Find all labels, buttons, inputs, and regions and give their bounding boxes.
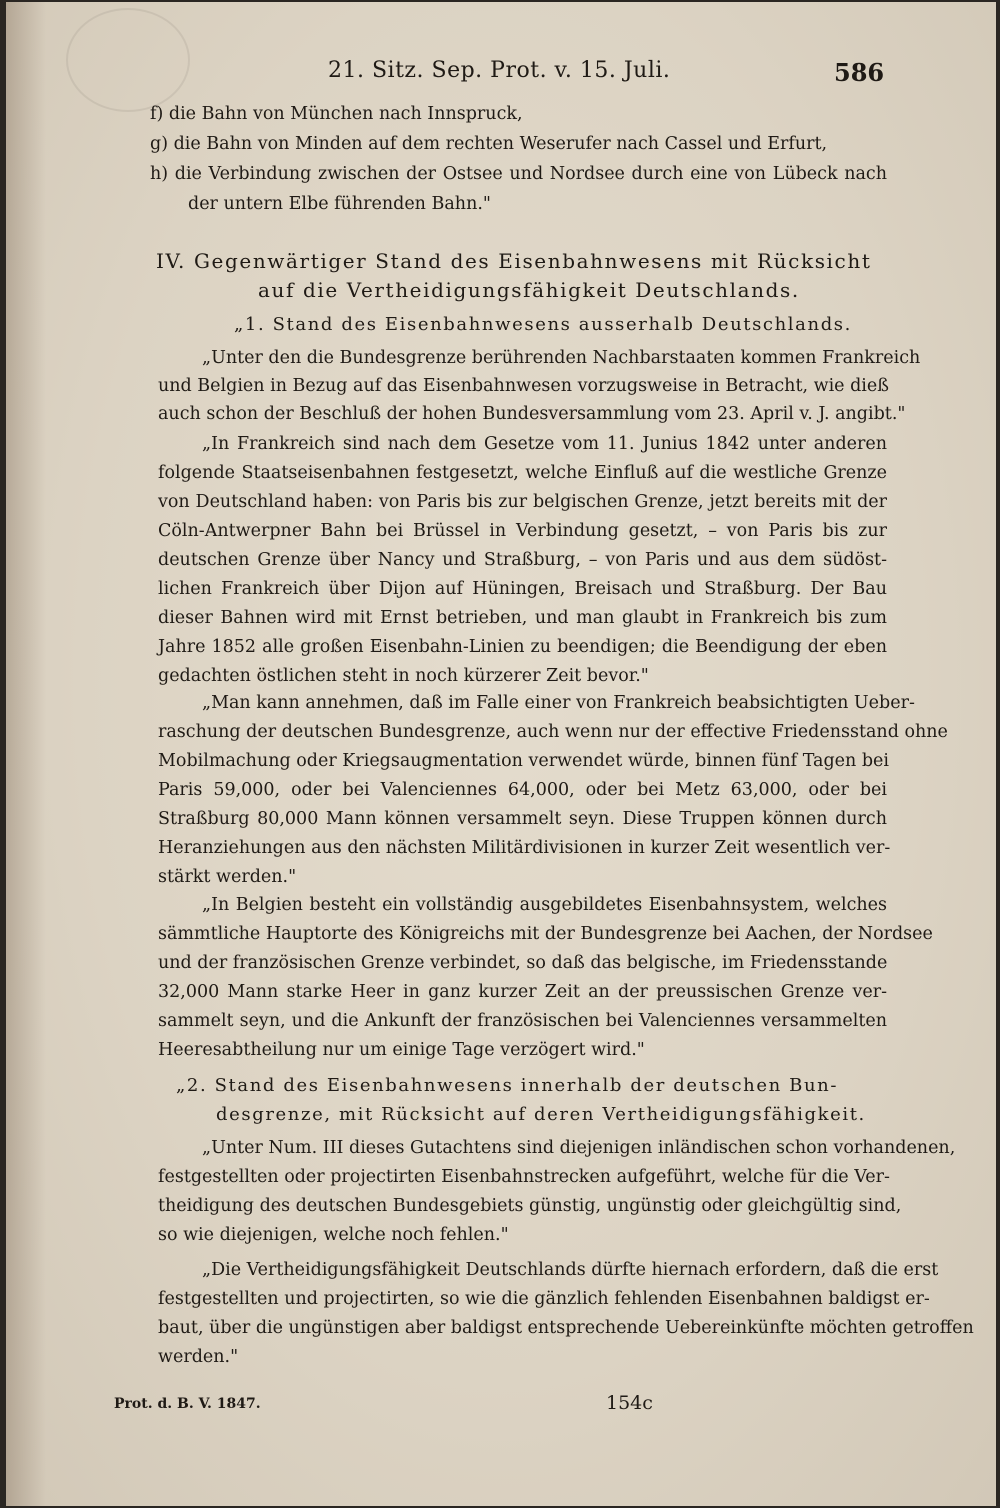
paragraph-line: 32,000 Mann starke Heer in ganz kurzer Zeit an der preussischen Grenze ver- (158, 982, 887, 1002)
paragraph-line: Jahre 1852 alle großen Eisenbahn-Linien zu beendigen; die Beendigung der eben (158, 637, 887, 657)
footer-signature: 154c (606, 1392, 653, 1414)
running-header (6, 58, 996, 92)
paragraph-line: auch schon der Beschluß der hohen Bundesversammlung vom 23. April v. J. angibt." (158, 404, 906, 424)
paragraph-line: Straßburg 80,000 Mann können versammelt seyn. Diese Truppen können durch (158, 809, 887, 829)
paragraph-line: Heranziehungen aus den nächsten Militärdivisionen in kurzer Zeit wesentlich ver- (158, 838, 891, 858)
paragraph-line: „In Belgien besteht ein vollständig ausgebildetes Eisenbahnsystem, welches (202, 895, 887, 915)
list-item-h-continued: der untern Elbe führenden Bahn." (188, 194, 491, 214)
paragraph-line: folgende Staatseisenbahnen festgesetzt, welche Einfluß auf die westliche Grenze (158, 463, 887, 483)
paragraph-line: deutschen Grenze über Nancy und Straßburg, – von Paris und aus dem südöst- (158, 550, 887, 570)
list-item-g: g) die Bahn von Minden auf dem rechten Weserufer nach Cassel und Erfurt, (150, 134, 828, 154)
paragraph-line: und Belgien in Bezug auf das Eisenbahnwesen vorzugsweise in Betracht, wie dieß (158, 376, 889, 396)
paragraph-line: festgestellten oder projectirten Eisenbahnstrecken aufgeführt, welche für die Ver- (158, 1167, 890, 1187)
paragraph-line: von Deutschland haben: von Paris bis zur belgischen Grenze, jetzt bereits mit der (158, 492, 887, 512)
footer-publication: Prot. d. B. V. 1847. (114, 1396, 261, 1412)
paragraph-line: Mobilmachung oder Kriegsaugmentation verwendet würde, binnen fünf Tagen bei (158, 751, 890, 771)
paragraph-line: dieser Bahnen wird mit Ernst betrieben, und man glaubt in Frankreich bis zum (158, 608, 887, 628)
paragraph-line: Cöln-Antwerpner Bahn bei Brüssel in Verbindung gesetzt, – von Paris bis zur (158, 521, 887, 541)
subsection-heading-1: „1. Stand des Eisenbahnwesens ausserhalb Deutschlands. (234, 314, 852, 335)
document-page (6, 2, 996, 1506)
section-heading-iv: IV. Gegenwärtiger Stand des Eisenbahnwesens mit Rücksicht (156, 249, 872, 273)
paragraph-line: „In Frankreich sind nach dem Gesetze vom 11. Junius 1842 unter anderen (202, 434, 887, 454)
list-item-f: f) die Bahn von München nach Innspruck, (150, 104, 523, 124)
subsection-heading-2-line2: desgrenze, mit Rücksicht auf deren Vertheidigungsfähigkeit. (216, 1104, 866, 1125)
paragraph-line: und der französischen Grenze verbindet, so daß das belgische, im Friedensstande (158, 953, 888, 973)
paragraph-line: festgestellten und projectirten, so wie die gänzlich fehlenden Eisenbahnen baldigst er- (158, 1289, 930, 1309)
section-heading-iv-line2: auf die Vertheidigungsfähigkeit Deutschlands. (258, 278, 800, 302)
paragraph-line: „Man kann annehmen, daß im Falle einer von Frankreich beabsichtigten Ueber- (202, 693, 915, 713)
paragraph-line: lichen Frankreich über Dijon auf Hüningen, Breisach und Straßburg. Der Bau (158, 579, 887, 599)
paragraph-line: so wie diejenigen, welche noch fehlen." (158, 1225, 509, 1245)
paragraph-line: „Die Vertheidigungsfähigkeit Deutschlands dürfte hiernach erfordern, daß die erst (202, 1260, 939, 1280)
paragraph-line: sämmtliche Hauptorte des Königreichs mit der Bundesgrenze bei Aachen, der Nordsee (158, 924, 933, 944)
paragraph-line: „Unter den die Bundesgrenze berührenden Nachbarstaaten kommen Frankreich (202, 348, 921, 368)
paragraph-line: Paris 59,000, oder bei Valenciennes 64,000, oder bei Metz 63,000, oder bei (158, 780, 887, 800)
paragraph-line: gedachten östlichen steht in noch kürzerer Zeit bevor." (158, 666, 649, 686)
list-item-h: h) die Verbindung zwischen der Ostsee und Nordsee durch eine von Lübeck nach (150, 164, 887, 184)
header-title: 21. Sitz. Sep. Prot. v. 15. Juli. (328, 58, 671, 83)
subsection-heading-2: „2. Stand des Eisenbahnwesens innerhalb der deutschen Bun- (176, 1075, 839, 1096)
page-number: 586 (834, 58, 885, 87)
paragraph-line: sammelt seyn, und die Ankunft der französischen bei Valenciennes versammelten (158, 1011, 887, 1031)
paragraph-line: Heeresabtheilung nur um einige Tage verzögert wird." (158, 1040, 645, 1060)
paragraph-line: „Unter Num. III dieses Gutachtens sind diejenigen inländischen schon vorhandenen, (202, 1138, 956, 1158)
paragraph-line: werden." (158, 1347, 239, 1367)
paragraph-line: raschung der deutschen Bundesgrenze, auch wenn nur der effective Friedensstand ohne (158, 722, 948, 742)
paragraph-line: theidigung des deutschen Bundesgebiets günstig, ungünstig oder gleichgültig sind, (158, 1196, 902, 1216)
paragraph-line: stärkt werden." (158, 867, 297, 887)
paragraph-line: baut, über die ungünstigen aber baldigst entsprechende Uebereinkünfte möchten getroffen (158, 1318, 974, 1338)
